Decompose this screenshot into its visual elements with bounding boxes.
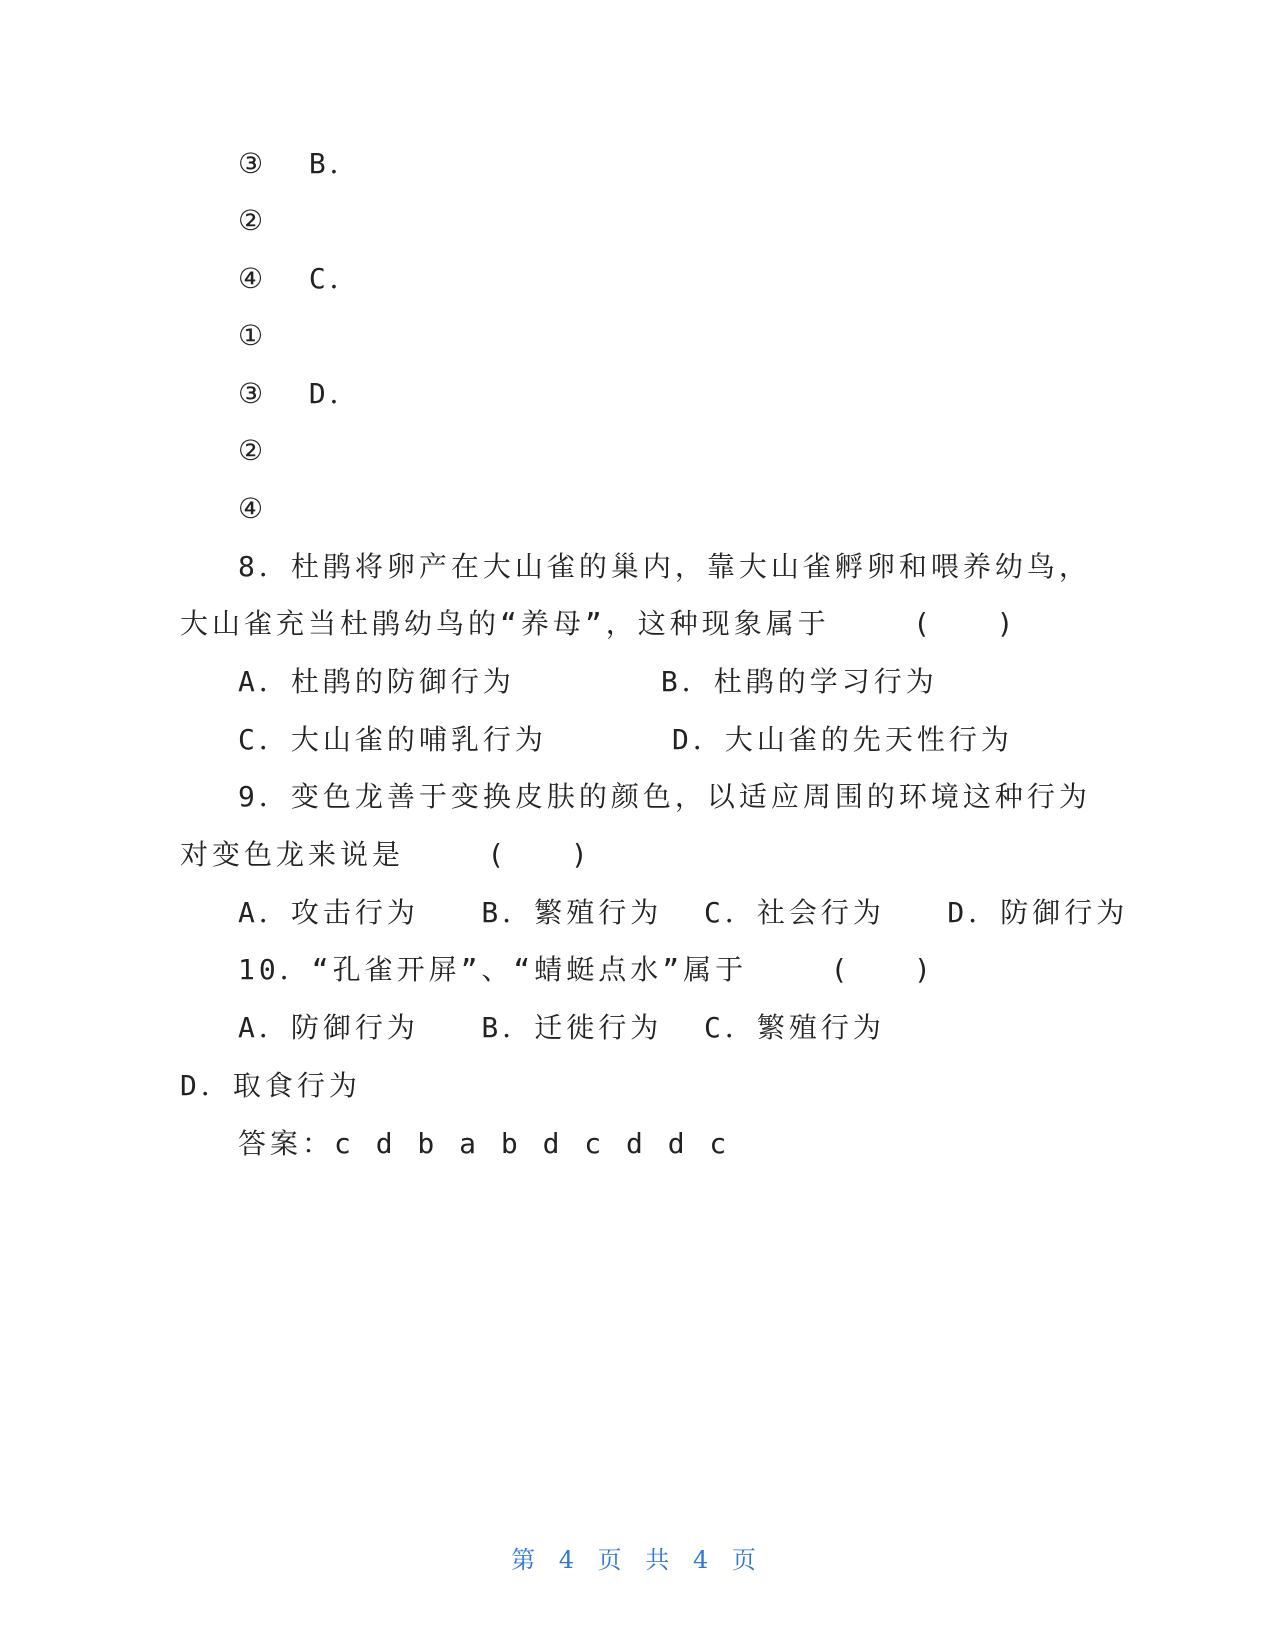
option-line: ③ D． [238,377,362,410]
page-footer: 第 4 页 共 4 页 [511,1546,764,1574]
question-9-text: 9．变色龙善于变换皮肤的颜色，以适应周围的环境这种行为 [238,780,1091,813]
option-line: ① [238,319,268,352]
option-line: ③ B． [238,147,362,180]
option-line: ④ [238,492,268,525]
question-9-options: A．攻击行为 B．繁殖行为 C．社会行为 D．防御行为 [238,896,1129,929]
answer-key: 答案：c d b a b d c d d c [238,1127,731,1160]
option-line: ② [238,204,268,237]
question-8-text-cont: 大山雀充当杜鹃幼鸟的“养母”，这种现象属于 ( ) [180,607,1018,640]
option-line: ② [238,434,268,467]
question-8-options-ab: A．杜鹃的防御行为 B．杜鹃的学习行为 [238,665,938,698]
question-9-text-cont: 对变色龙来说是 ( ) [180,838,592,871]
question-8-text: 8．杜鹃将卵产在大山雀的巢内，靠大山雀孵卵和喂养幼鸟， [238,550,1091,583]
question-10-text: 10．“孔雀开屏”、“蜻蜓点水”属于 ( ) [238,953,935,986]
question-10-options-abc: A．防御行为 B．迁徙行为 C．繁殖行为 [238,1011,885,1044]
question-8-options-cd: C．大山雀的哺乳行为 D．大山雀的先天性行为 [238,723,1013,756]
question-10-option-d: D．取食行为 [180,1069,361,1102]
option-line: ④ C． [238,262,362,295]
